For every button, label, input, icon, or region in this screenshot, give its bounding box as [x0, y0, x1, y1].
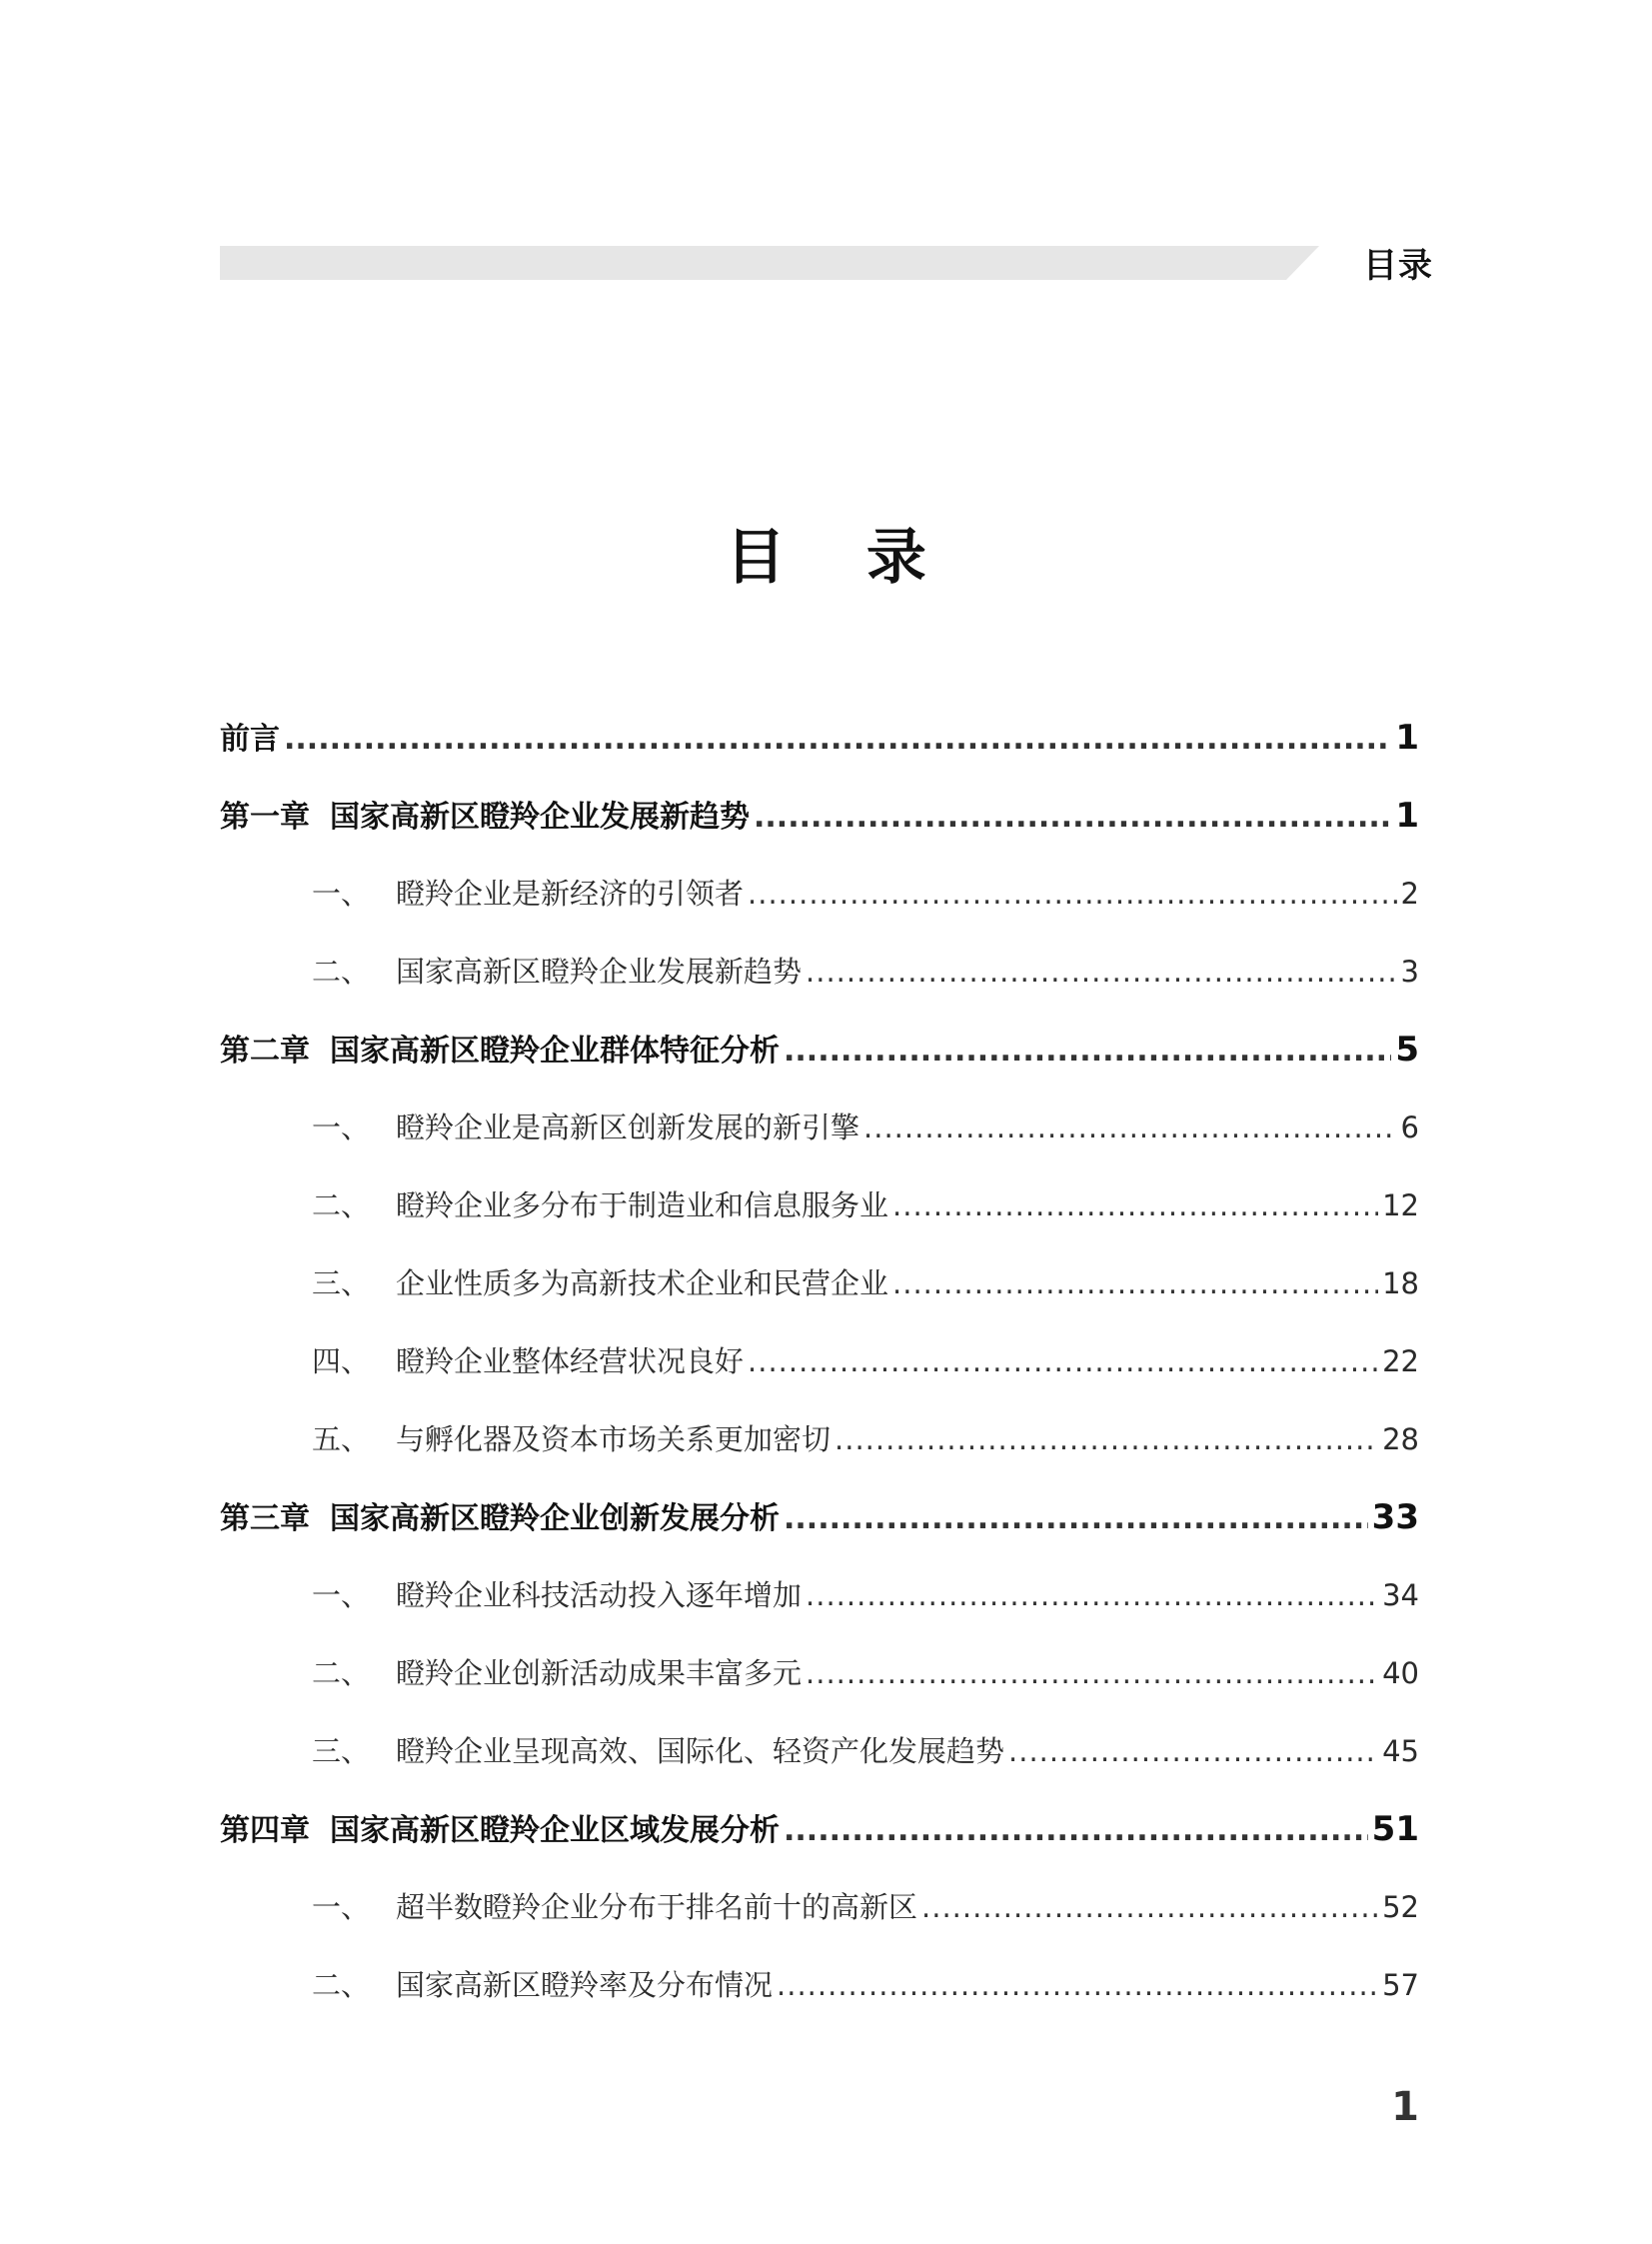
toc-dot-leader [784, 1032, 1391, 1072]
toc-entry-page: 52 [1382, 1890, 1419, 1924]
toc-entry-page: 57 [1382, 1968, 1419, 2002]
toc-entry-number: 一、 [312, 1578, 371, 1612]
toc-entry-title: 与孵化器及资本市场关系更加密切 [396, 1422, 831, 1456]
toc-entry-page: 22 [1382, 1344, 1419, 1378]
toc-entry-page: 45 [1382, 1734, 1419, 1768]
toc-dot-leader [284, 720, 1391, 760]
toc-entry-title: 国家高新区瞪羚企业发展新趋势 [396, 955, 803, 989]
toc-entry-title: 瞪羚企业是新经济的引领者 [396, 877, 745, 911]
toc-dot-leader [784, 1499, 1368, 1539]
toc-entry-number: 二、 [312, 1188, 371, 1222]
toc-dot-leader [754, 798, 1391, 838]
toc-chapter-row[interactable] [220, 796, 1419, 874]
toc-entry-title: 瞪羚企业创新活动成果丰富多元 [396, 1656, 803, 1690]
toc-chapter-row[interactable] [220, 1497, 1419, 1575]
toc-entry-title: 国家高新区瞪羚企业群体特征分析 [330, 1034, 780, 1069]
toc-section-row[interactable] [220, 1575, 1419, 1653]
header-band [220, 246, 1319, 280]
toc-dot-leader [921, 1887, 1378, 1927]
toc-section-row[interactable] [220, 1185, 1419, 1263]
toc-chapter-row[interactable] [220, 1809, 1419, 1887]
toc-entry-number: 第三章 [220, 1501, 310, 1536]
toc-section-row[interactable] [220, 1731, 1419, 1809]
toc-entry-page: 6 [1400, 1111, 1419, 1144]
toc-entry-title: 国家高新区瞪羚企业发展新趋势 [330, 800, 750, 835]
toc-dot-leader [806, 1653, 1378, 1693]
toc-dot-leader [892, 1263, 1378, 1303]
toc-entry-number: 四、 [312, 1344, 371, 1378]
toc-entry-title: 瞪羚企业科技活动投入逐年增加 [396, 1578, 803, 1612]
toc-dot-leader [892, 1185, 1378, 1225]
toc-entry-page: 1 [1395, 718, 1419, 758]
toc-entry-page: 1 [1395, 796, 1419, 836]
toc-section-row[interactable] [220, 1419, 1419, 1497]
toc-entry-page: 51 [1371, 1809, 1419, 1849]
toc-dot-leader [834, 1419, 1378, 1459]
toc-entry-title: 企业性质多为高新技术企业和民营企业 [396, 1266, 889, 1300]
toc-entry-page: 34 [1382, 1578, 1419, 1612]
toc-entry-number: 一、 [312, 1890, 371, 1924]
page-title: 目 录 [726, 523, 956, 593]
toc-section-row[interactable] [220, 1341, 1419, 1419]
toc-dot-leader [748, 1341, 1378, 1381]
toc-entry-page: 3 [1400, 955, 1419, 989]
toc-section-row[interactable] [220, 1965, 1419, 2043]
toc-dot-leader [777, 1965, 1378, 2005]
toc-entry-title: 瞪羚企业多分布于制造业和信息服务业 [396, 1188, 889, 1222]
toc-chapter-row[interactable] [220, 718, 1419, 796]
toc-entry-page: 28 [1382, 1422, 1419, 1456]
toc-entry-number: 三、 [312, 1734, 371, 1768]
toc-dot-leader [806, 952, 1397, 992]
toc-entry-number: 五、 [312, 1422, 371, 1456]
toc-entry-number: 二、 [312, 955, 371, 989]
toc-entry-number: 一、 [312, 1111, 371, 1144]
toc-entry-page: 18 [1382, 1266, 1419, 1300]
toc-entry-page: 40 [1382, 1656, 1419, 1690]
toc-section-row[interactable] [220, 1653, 1419, 1731]
toc-entry-number: 二、 [312, 1968, 371, 2002]
toc-entry-title: 瞪羚企业整体经营状况良好 [396, 1344, 745, 1378]
toc-dot-leader [784, 1811, 1368, 1851]
toc-entry-page: 5 [1395, 1030, 1419, 1070]
toc-section-row[interactable] [220, 952, 1419, 1030]
toc-section-row[interactable] [220, 1263, 1419, 1341]
toc-section-row[interactable] [220, 874, 1419, 952]
toc-dot-leader [748, 874, 1397, 914]
toc-entry-page: 12 [1382, 1188, 1419, 1222]
page-number: 1 [1391, 2084, 1419, 2130]
toc-entry-page: 2 [1400, 877, 1419, 911]
toc-entry-number: 第二章 [220, 1034, 310, 1069]
table-of-contents [220, 718, 1419, 2043]
toc-dot-leader [806, 1575, 1378, 1615]
toc-entry-title: 国家高新区瞪羚企业区域发展分析 [330, 1813, 780, 1848]
toc-dot-leader [863, 1108, 1397, 1147]
toc-entry-page: 33 [1371, 1497, 1419, 1537]
toc-entry-title: 瞪羚企业是高新区创新发展的新引擎 [396, 1111, 860, 1144]
toc-entry-title: 超半数瞪羚企业分布于排名前十的高新区 [396, 1890, 918, 1924]
running-header-title: 目录 [1363, 246, 1433, 286]
toc-entry-number: 二、 [312, 1656, 371, 1690]
toc-dot-leader [1008, 1731, 1378, 1771]
toc-section-row[interactable] [220, 1108, 1419, 1185]
toc-entry-number: 第一章 [220, 800, 310, 835]
toc-entry-title: 瞪羚企业呈现高效、国际化、轻资产化发展趋势 [396, 1734, 1005, 1768]
toc-section-row[interactable] [220, 1887, 1419, 1965]
toc-entry-number: 三、 [312, 1266, 371, 1300]
toc-entry-title: 国家高新区瞪羚率及分布情况 [396, 1968, 774, 2002]
toc-entry-number: 一、 [312, 877, 371, 911]
toc-entry-title: 前言 [220, 722, 280, 757]
toc-chapter-row[interactable] [220, 1030, 1419, 1108]
toc-entry-number: 第四章 [220, 1813, 310, 1848]
toc-entry-title: 国家高新区瞪羚企业创新发展分析 [330, 1501, 780, 1536]
